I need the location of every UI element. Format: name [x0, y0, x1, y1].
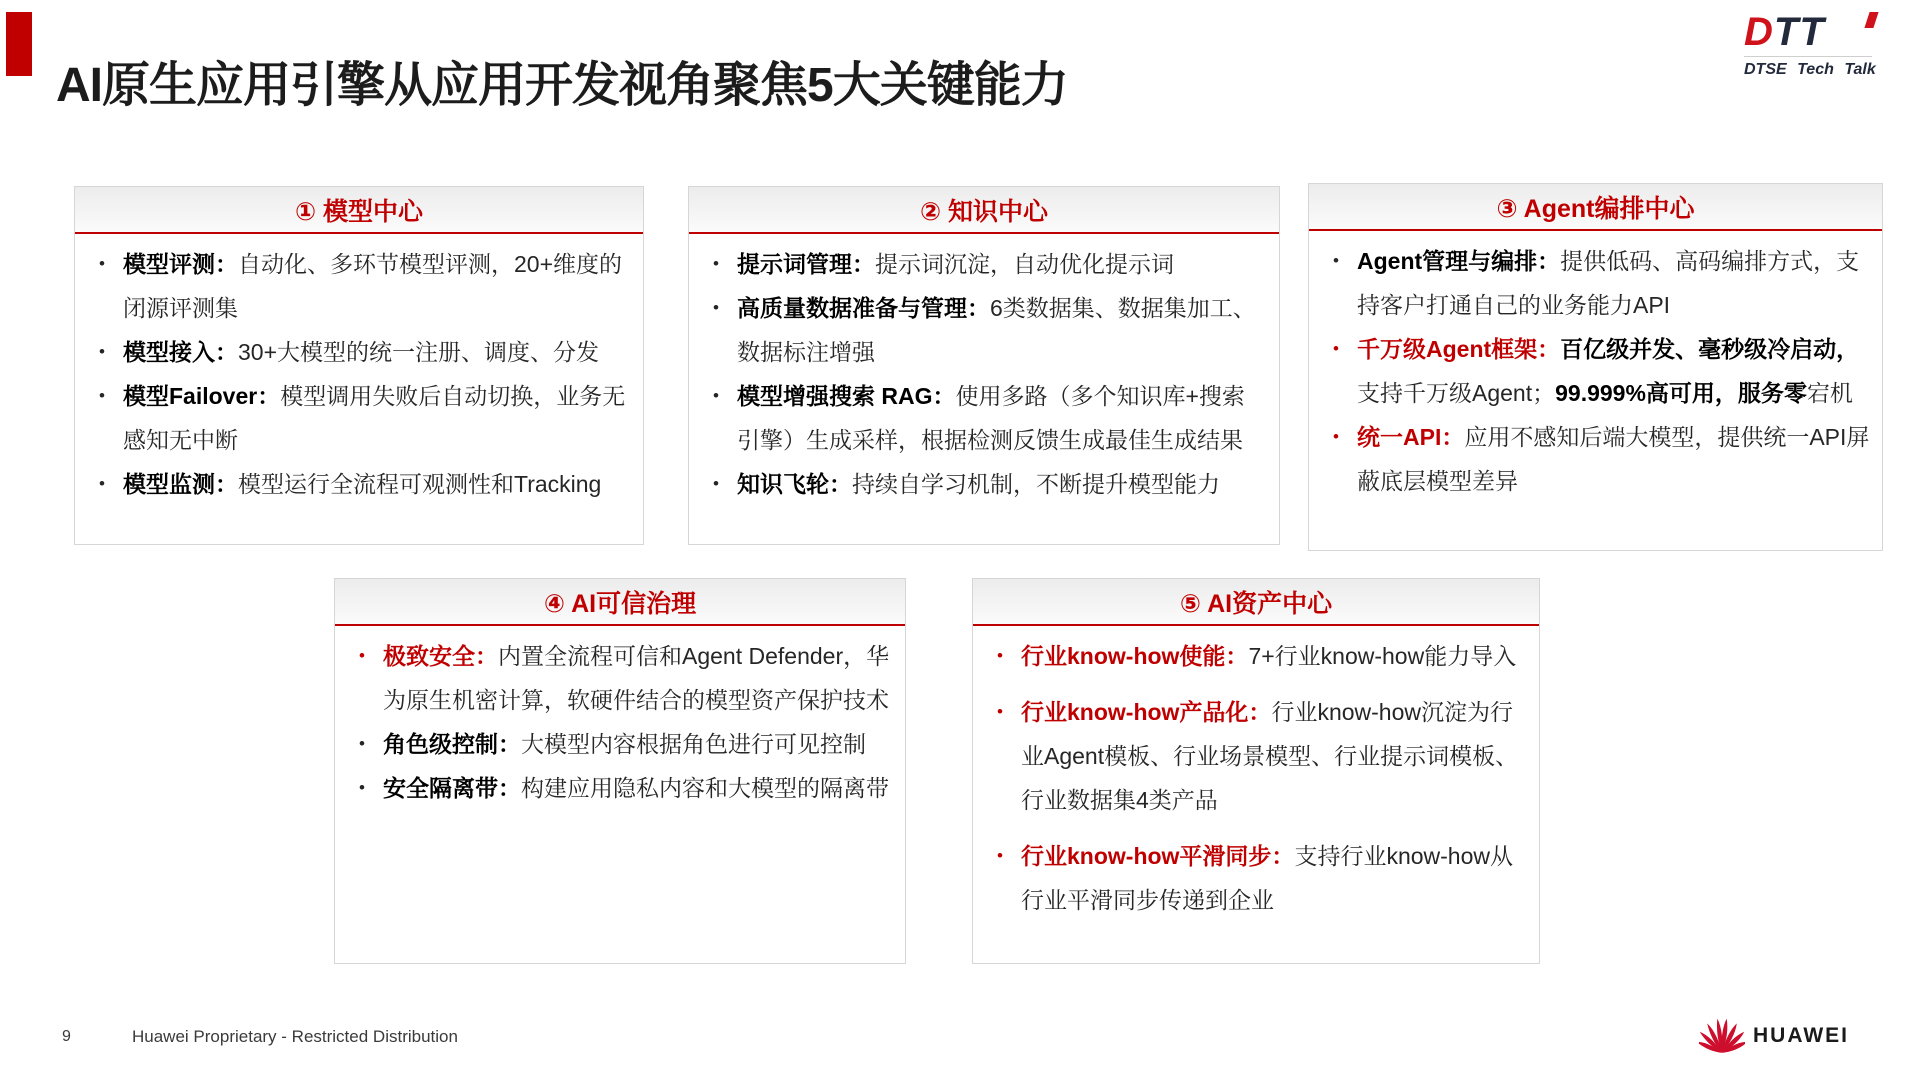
text-segment: 模型评测： [123, 251, 238, 277]
text-segment: 行业know-how使能： [1021, 643, 1249, 669]
list-item [89, 462, 631, 506]
bullet-dot: • [997, 702, 1003, 721]
text-segment: 宕机 [1806, 380, 1853, 406]
box-title: ② 知识中心 [919, 197, 1049, 226]
bullet-dot: • [1333, 251, 1339, 270]
list-item [349, 634, 893, 722]
text-segment: 30+大模型的统一注册、调度、分发 [238, 339, 600, 365]
text-segment: 模型增强搜索 RAG： [737, 383, 956, 409]
box-title: ③ Agent编排中心 [1496, 194, 1695, 223]
text-segment: 行业know-how沉淀为行业Agent模板、行业场景模型、行业提示词模板、行业数据集4类产品 [1021, 699, 1519, 813]
box-title: ⑤ AI资产中心 [1179, 589, 1333, 618]
bullet-dot: • [713, 386, 719, 405]
text-segment: 内置全流程可信和Agent Defender，华为原生机密计算，软硬件结合的模型资产保护技术 [383, 643, 890, 713]
text-segment: 安全隔离带： [383, 775, 521, 801]
text-segment: 模型监测： [123, 471, 238, 497]
list-item [89, 374, 631, 462]
text-segment: 百亿级并发、毫秒级冷启动， [1560, 336, 1860, 362]
list-item [89, 242, 631, 330]
bullet-dot: • [99, 474, 105, 493]
dtt-wordmark [1744, 10, 1872, 57]
list-item [703, 374, 1267, 462]
text-segment: 模型调用失败后自动切换，业务无感知无中断 [123, 383, 626, 453]
bullet-dot: • [99, 254, 105, 273]
bullet-dot: • [997, 646, 1003, 665]
dtt-letter-d: D [1744, 10, 1774, 54]
text-segment: 6类数据集、数据集加工、数据标注增强 [737, 295, 1256, 365]
text-segment: 提供低码、高码编排方式，支持客户打通自己的业务能力API [1357, 248, 1860, 318]
bullet-dot: • [359, 734, 365, 753]
text-segment: 持续自学习机制，不断提升模型能力 [852, 471, 1220, 497]
box-item-list [75, 234, 643, 514]
footer [0, 1010, 1919, 1080]
bullet-dot: • [359, 778, 365, 797]
capability-box-ai-trust-governance [334, 578, 906, 964]
text-segment: 应用不感知后端大模型，提供统一API屏蔽底层模型差异 [1357, 424, 1870, 494]
text-segment: 模型Failover： [123, 383, 281, 409]
capability-box-agent-orchestration [1308, 183, 1883, 551]
box-header [1309, 184, 1882, 231]
huawei-logo [1699, 1018, 1849, 1054]
bullet-dot: • [713, 298, 719, 317]
box-item-list [335, 626, 905, 818]
list-item [703, 242, 1267, 286]
text-segment: 提示词沉淀，自动优化提示词 [875, 251, 1174, 277]
text-segment: 支持千万级Agent； [1357, 380, 1556, 406]
box-item-list [1309, 231, 1882, 511]
list-item [1323, 239, 1870, 327]
text-segment: 使用多路（多个知识库+搜索引擎）生成采样，根据检测反馈生成最佳生成结果 [737, 383, 1245, 453]
dtt-logo [1744, 10, 1876, 79]
box-header [973, 579, 1539, 626]
list-item [349, 722, 893, 766]
text-segment: 支持行业know-how从行业平滑同步传递到企业 [1021, 843, 1513, 913]
box-header [335, 579, 905, 626]
list-item [703, 462, 1267, 506]
text-segment: 行业know-how产品化： [1021, 699, 1272, 725]
box-header [689, 187, 1279, 234]
list-item [987, 834, 1527, 922]
footer-text: Huawei Proprietary - Restricted Distribution [132, 1027, 458, 1046]
list-item [89, 330, 631, 374]
text-segment: 行业know-how平滑同步： [1021, 843, 1295, 869]
bullet-dot: • [997, 846, 1003, 865]
text-segment: 角色级控制： [383, 731, 521, 757]
title-accent-bar [6, 12, 32, 76]
box-item-list [973, 626, 1539, 942]
bullet-dot: • [99, 342, 105, 361]
list-item [349, 766, 893, 810]
dtt-subtitle: DTSE Tech Talk [1744, 61, 1876, 78]
text-segment: 模型运行全流程可观测性和Tracking [238, 471, 602, 497]
list-item [1323, 415, 1870, 503]
text-segment: 统一API： [1357, 424, 1465, 450]
bullet-dot: • [713, 474, 719, 493]
title-bar [0, 0, 1919, 113]
page-title: AI原生应用引擎从应用开发视角聚焦5大关键能力 [56, 59, 1068, 113]
dtt-letters-tt: TT [1773, 10, 1825, 54]
capability-box-knowledge-center [688, 186, 1280, 545]
box-header [75, 187, 643, 234]
list-item [987, 690, 1527, 822]
box-title: ④ AI可信治理 [543, 589, 697, 618]
text-segment: 千万级Agent框架： [1357, 336, 1561, 362]
text-segment: 极致安全： [383, 643, 498, 669]
bullet-dot: • [359, 646, 365, 665]
text-segment: 构建应用隐私内容和大模型的隔离带 [521, 775, 889, 801]
bullet-dot: • [713, 254, 719, 273]
bullet-dot: • [99, 386, 105, 405]
box-item-list [689, 234, 1279, 514]
text-segment: 模型接入： [123, 339, 238, 365]
list-item [1323, 327, 1870, 415]
dtt-accent-icon [1864, 12, 1878, 28]
text-segment: 知识飞轮： [737, 471, 852, 497]
text-segment: 99.999%高可用，服务零 [1555, 380, 1807, 406]
text-segment: 高质量数据准备与管理： [737, 295, 990, 321]
huawei-flower-icon [1699, 1018, 1745, 1054]
page-number: 9 [62, 1028, 71, 1045]
list-item [703, 286, 1267, 374]
text-segment: 大模型内容根据角色进行可见控制 [521, 731, 866, 757]
list-item [987, 634, 1527, 678]
capability-box-model-center [74, 186, 644, 545]
text-segment: 自动化、多环节模型评测，20+维度的闭源评测集 [123, 251, 623, 321]
huawei-wordmark: HUAWEI [1753, 1024, 1849, 1047]
text-segment: Agent管理与编排： [1357, 248, 1561, 274]
bullet-dot: • [1333, 427, 1339, 446]
box-title: ① 模型中心 [294, 197, 424, 226]
text-segment: 7+行业know-how能力导入 [1248, 643, 1517, 669]
text-segment: 提示词管理： [737, 251, 875, 277]
capability-box-ai-asset-center [972, 578, 1540, 964]
bullet-dot: • [1333, 339, 1339, 358]
